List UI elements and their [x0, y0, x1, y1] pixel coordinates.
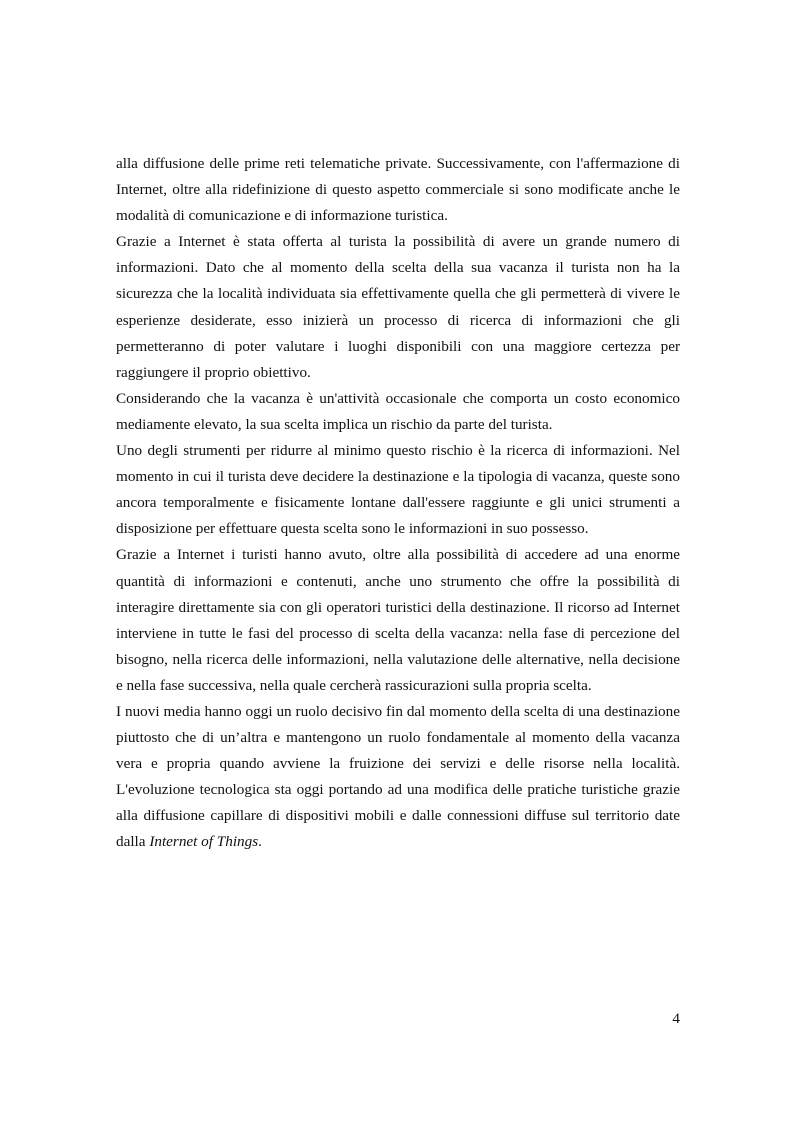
- page-number: 4: [672, 1010, 680, 1027]
- body-text: [116, 151, 680, 856]
- paragraph-6-text: I nuovi media hanno oggi un ruolo decisivo fin dal momento della scelta di una destinazione piuttosto che di un’altra e mantengono un ruolo fondamentale al momento della vacanza vera e propria quando avviene la fruizione dei servizi e delle risorse nella località. L'evoluzione tecnologica sta oggi portando ad una modifica delle pratiche turistiche grazie alla diffusione capillare di dispositivi mobili e dalle connessioni diffuse sul territorio date dalla: [116, 702, 680, 851]
- paragraph-6-emphasis: Internet of Things: [149, 833, 259, 851]
- paragraph-2: Grazie a Internet è stata offerta al turista la possibilità di avere un grande numero di informazioni. Dato che al momento della scelta della sua vacanza il turista non ha la sicurezza che la località individuata sia effettivamente quella che gli permetterà di vivere le esperienze desiderate, esso inizierà un processo di ricerca di informazioni che gli permetteranno di poter valutare i luoghi disponibili con una maggiore certezza per raggiungere il proprio obiettivo.: [116, 233, 680, 381]
- paragraph-5: Grazie a Internet i turisti hanno avuto, oltre alla possibilità di accedere ad una enorme quantità di informazioni e contenuti, anche uno strumento che offre la possibilità di interagire direttamente sia con gli operatori turistici della destinazione. Il ricorso ad Internet interviene in tutte le fasi del processo di scelta della vacanza: nella fase di percezione del bisogno, nella ricerca delle informazioni, nella valutazione delle alternative, nella decisione e nella fase successiva, nella quale cercherà rassicurazioni sulla propria scelta.: [116, 546, 680, 694]
- paragraph-6-end: .: [258, 833, 262, 851]
- paragraph-3: Considerando che la vacanza è un'attività occasionale che comporta un costo economico mediamente elevato, la sua scelta implica un rischio da parte del turista.: [116, 389, 680, 433]
- paragraph-1: alla diffusione delle prime reti telematiche private. Successivamente, con l'affermazione di Internet, oltre alla ridefinizione di questo aspetto commerciale si sono modificate anche le modalità di comunicazione e di informazione turistica.: [116, 155, 680, 225]
- paragraph-4: Uno degli strumenti per ridurre al minimo questo rischio è la ricerca di informazioni. Nel momento in cui il turista deve decidere la destinazione e la tipologia di vacanza, queste sono ancora temporalmente e fisicamente lontane dall'essere raggiunte e gli unici strumenti a disposizione per effettuare questa scelta sono le informazioni in suo possesso.: [116, 442, 680, 538]
- paragraph-6: [116, 699, 680, 856]
